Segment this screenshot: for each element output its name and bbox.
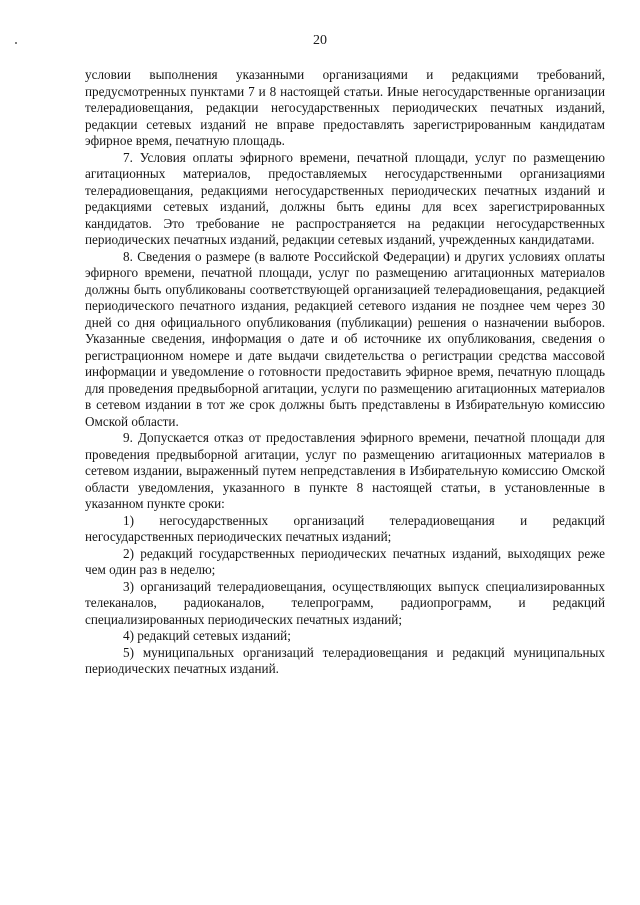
paragraph-7: 7. Условия оплаты эфирного времени, печатной площади, услуг по размещению агитационных материалов, предоставляемых негосударственными организациями телерадиовещания, редакциями негосударственных периодических печатных изданий и редакциями сетевых изданий, должны быть едины для всех зарегистрированных кандидатов. Это требование не распространяется на редакции негосударственных периодических печатных изданий, редакции сетевых изданий, учрежденных кандидатами.: [85, 149, 605, 247]
list-item-1: 1) негосударственных организаций телерадиовещания и редакций негосударственных периодических печатных изданий;: [85, 512, 605, 544]
page-number: 20: [313, 33, 327, 48]
list-item-3: 3) организаций телерадиовещания, осуществляющих выпуск специализированных телеканалов, радиоканалов, телепрограмм, радиопрограмм, и редакций специализированных периодических печатных изданий;: [85, 578, 605, 627]
paragraph-continuation: условии выполнения указанными организациями и редакциями требований, предусмотренных пунктами 7 и 8 настоящей статьи. Иные негосударственные организации телерадиовещания, редакции негосударственных периодических печатных изданий, редакции сетевых изданий не вправе предоставлять зарегистрированным кандидатам эфирное время, печатную площадь.: [85, 67, 605, 148]
document-body: [85, 67, 605, 678]
paragraph-8: 8. Сведения о размере (в валюте Российской Федерации) и других условиях оплаты эфирного времени, печатной площади, услуг по размещению агитационных материалов должны быть опубликованы соответствующей организацией телерадиовещания, редакцией периодического печатного издания, редакцией сетевого издания не позднее чем через 30 дней со дня официального опубликования (публикации) решения о назначении выборов. Указанные сведения, информация о дате и об источнике их опубликования, сведения о регистрационном номере и дате выдачи свидетельства о регистрации средства массовой информации и уведомление о готовности предоставить эфирное время, печатную площадь для проведения предвыборной агитации, услуги по размещению агитационных материалов в сетевом издании в тот же срок должны быть представлены в Избирательную комиссию Омской области.: [85, 248, 605, 429]
list-item-2: 2) редакций государственных периодических печатных изданий, выходящих реже чем один раз в неделю;: [85, 545, 605, 577]
list-item-5: 5) муниципальных организаций телерадиовещания и редакций муниципальных периодических печатных изданий.: [85, 644, 605, 676]
list-item-4: 4) редакций сетевых изданий;: [123, 628, 291, 643]
paragraph-9: 9. Допускается отказ от предоставления эфирного времени, печатной площади для проведения предвыборной агитации, услуг по размещению агитационных материалов в сетевом издании, выраженный путем непредставления в Избирательную комиссию Омской области уведомления, указанного в пункте 8 настоящей статьи, в установленные в указанном пункте сроки:: [85, 430, 605, 511]
